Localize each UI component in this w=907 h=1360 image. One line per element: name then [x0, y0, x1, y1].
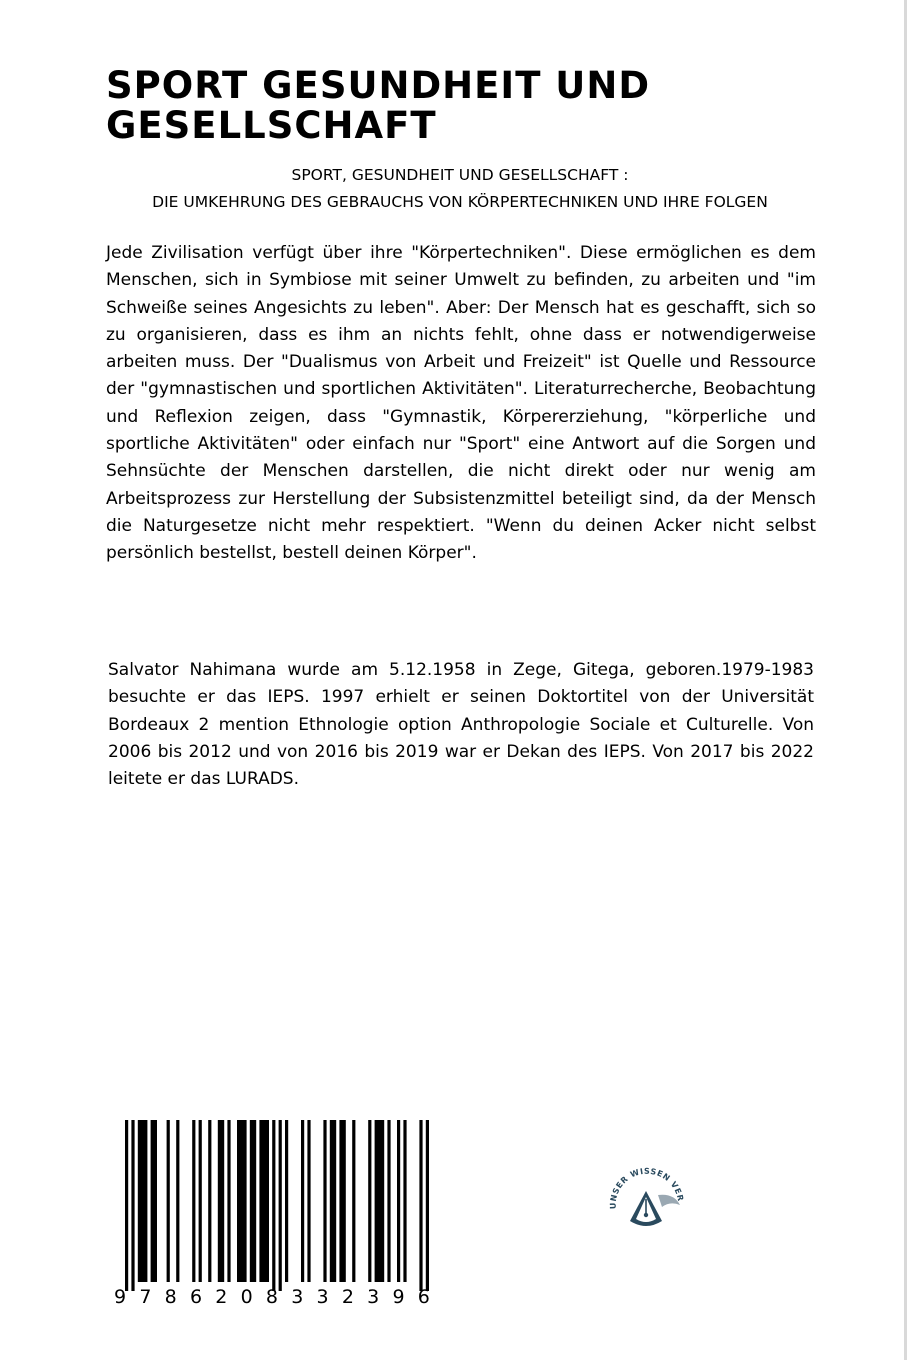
- book-blurb: Jede Zivilisation verfügt über ihre "Körpertechniken". Diese ermöglichen es dem Menschen, sich in Symbiose mit seiner Umwelt zu befinden, zu arbeiten und "im Schweiße seines Angesichts zu leben". Aber: Der Mensch hat es geschafft, sich so zu organisieren, dass es ihm an nichts fehlt, ohne dass er notwendigerweise arbeiten muss. Der "Dualismus von Arbeit und Freizeit" ist Quelle und Ressource der "gymnastischen und sportlichen Aktivitäten". Literaturrecherche, Beobachtung und Reflexion zeigen, dass "Gymnastik, Körpererziehung, "körperliche und sportliche Aktivitäten" oder einfach nur "Sport" eine Antwort auf die Sorgen und Sehnsüchte der Menschen darstellen, die nicht direkt oder nur wenig am Arbeitsprozess zur Herstellung der Subsistenzmittel beteiligt sind, da der Mensch die Naturgesetze nicht mehr respektiert. "Wenn du deinen Acker nicht selbst persönlich bestellst, bestell deinen Körper".: [106, 243, 816, 564]
- barcode-bar: [339, 1120, 345, 1282]
- barcode-bar: [237, 1120, 247, 1282]
- isbn-digit: 2: [341, 1286, 354, 1308]
- barcode-bar: [227, 1120, 230, 1282]
- barcode-bar: [285, 1120, 288, 1282]
- isbn-digit: 8: [164, 1286, 177, 1308]
- barcode-bar: [192, 1120, 195, 1282]
- book-title: SPORT GESUNDHEIT UND GESELLSCHAFT: [106, 64, 651, 147]
- barcode-bar: [131, 1120, 134, 1291]
- barcode-bar: [352, 1120, 355, 1282]
- barcode-bar: [403, 1120, 406, 1282]
- barcode-bar: [397, 1120, 400, 1282]
- barcode-bar: [387, 1120, 390, 1282]
- barcode-bars: [110, 1116, 435, 1291]
- isbn-digit: 9: [392, 1286, 405, 1308]
- barcode-bar: [419, 1120, 422, 1291]
- author-bio: Salvator Nahimana wurde am 5.12.1958 in Zege, Gitega, geboren.1979-1983 besuchte er das IEPS. 1997 erhielt er seinen Doktortitel von der Universität Bordeaux 2 mention Ethnologie option Anthropologie Sociale et Culturelle. Von 2006 bis 2012 und von 2016 bis 2019 war er Dekan des IEPS. Von 2017 bis 2022 leitete er das LURADS.: [108, 660, 814, 790]
- isbn-digit: 6: [417, 1286, 430, 1308]
- publisher-logo: [606, 1165, 688, 1235]
- barcode-bar: [307, 1120, 310, 1282]
- isbn-number: [114, 1286, 430, 1308]
- subtitle-line-2: DIE UMKEHRUNG DES GEBRAUCHS VON KÖRPERTECHNIKEN UND IHRE FOLGEN: [152, 193, 768, 211]
- barcode-bar: [250, 1120, 256, 1282]
- barcode-bar: [259, 1120, 269, 1282]
- barcode-bar: [368, 1120, 371, 1282]
- barcode-bar: [199, 1120, 202, 1282]
- isbn-barcode: [110, 1116, 435, 1312]
- barcode-bar: [279, 1120, 282, 1291]
- barcode-bar: [426, 1120, 429, 1291]
- isbn-digit: 3: [367, 1286, 380, 1308]
- barcode-bar: [125, 1120, 128, 1291]
- publisher-logo-text: UNSER WISSEN VER: [608, 1166, 686, 1210]
- pen-nib-icon: [630, 1191, 680, 1226]
- barcode-bar: [167, 1120, 170, 1282]
- barcode-bar: [208, 1120, 211, 1282]
- book-subtitle: [90, 162, 830, 216]
- isbn-digit: 6: [189, 1286, 203, 1308]
- publisher-logo-graphic: [606, 1165, 688, 1235]
- isbn-digit: 8: [265, 1286, 278, 1308]
- isbn-digit: 2: [215, 1286, 228, 1308]
- barcode-bar: [272, 1120, 275, 1291]
- barcode-bar: [138, 1120, 148, 1282]
- barcode-bar: [375, 1120, 385, 1282]
- subtitle-line-1: SPORT, GESUNDHEIT UND GESELLSCHAFT :: [291, 166, 629, 184]
- isbn-digit: 3: [291, 1286, 304, 1308]
- isbn-digit: 7: [139, 1286, 152, 1308]
- isbn-digit: 3: [316, 1286, 329, 1308]
- barcode-bar: [323, 1120, 326, 1282]
- isbn-digit: 9: [114, 1286, 127, 1308]
- isbn-digit: 0: [240, 1286, 253, 1308]
- barcode-bar: [151, 1120, 157, 1282]
- barcode-bar: [301, 1120, 304, 1282]
- barcode-bar: [330, 1120, 336, 1282]
- barcode-bar: [218, 1120, 224, 1282]
- barcode-bar: [176, 1120, 179, 1282]
